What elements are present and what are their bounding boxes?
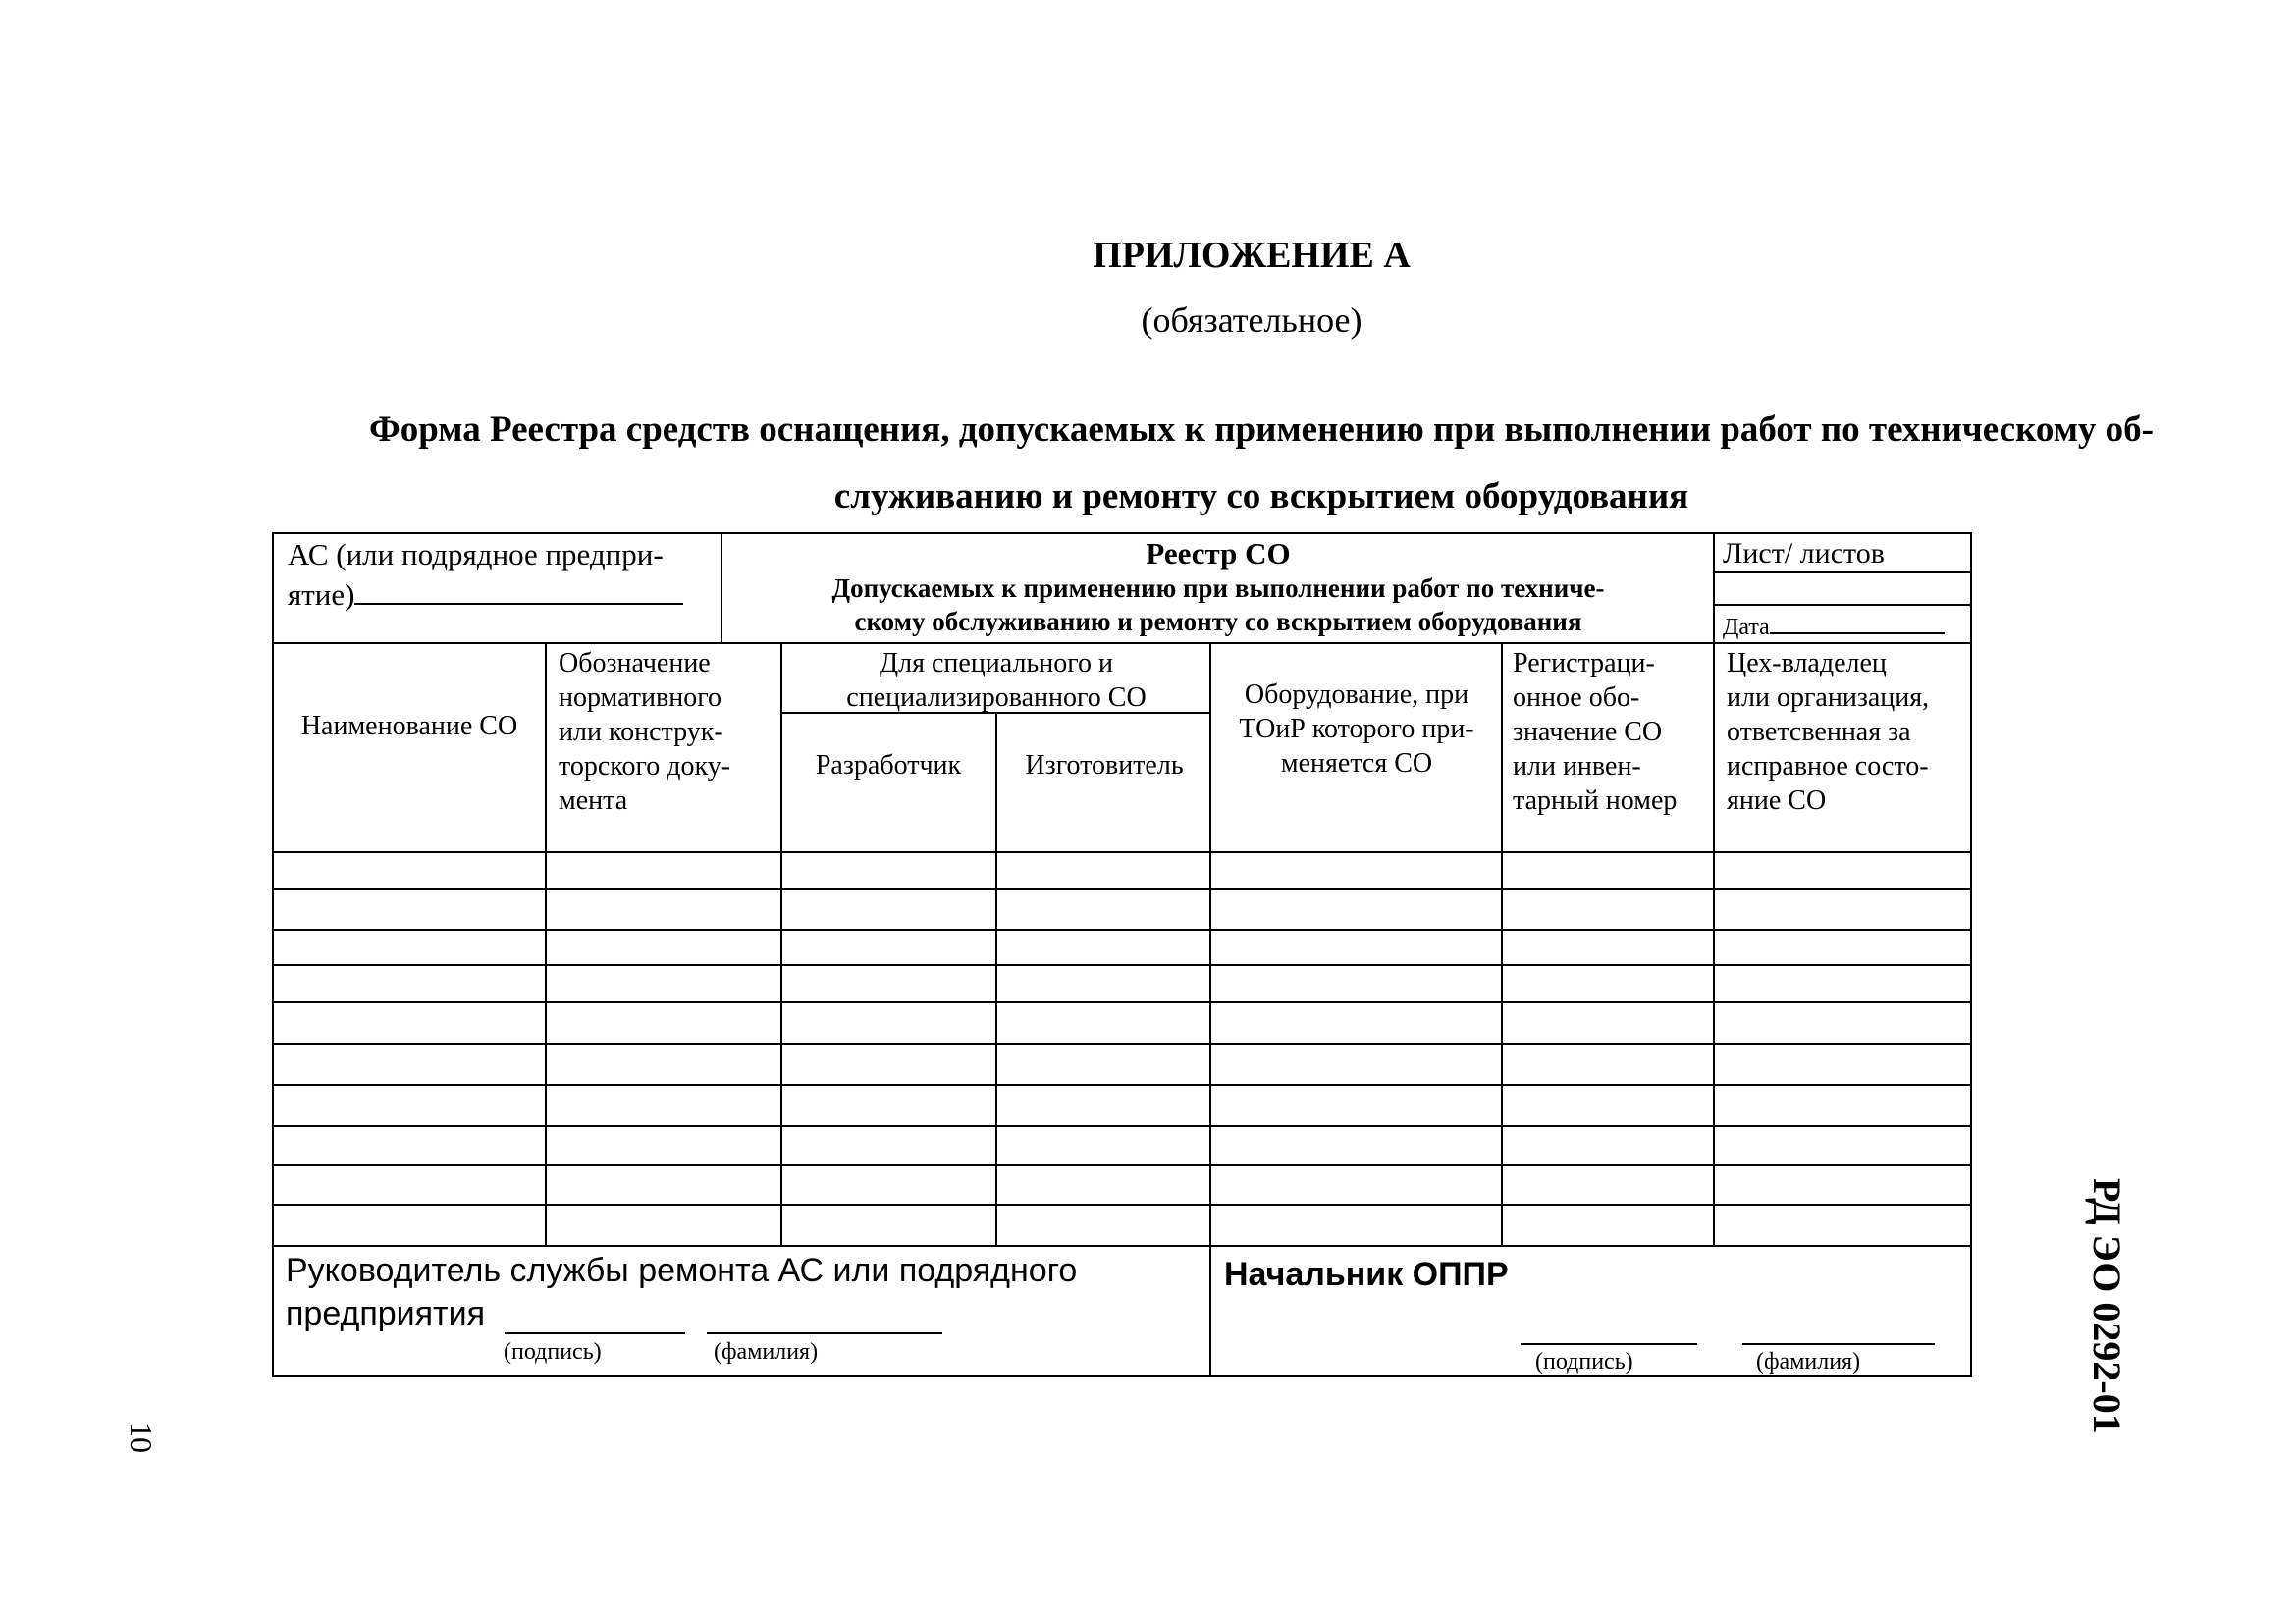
registry-desc-line2: скому обслуживанию и ремонту со вскрытием оборудования bbox=[854, 607, 1582, 636]
col-owner-line: исправное состо- bbox=[1727, 751, 1929, 782]
table-line bbox=[1713, 571, 1972, 573]
table-line bbox=[272, 642, 1972, 644]
col-name: Наименование СО bbox=[300, 711, 518, 741]
table-line bbox=[272, 1164, 1972, 1166]
col-equipment-line: ТОиР которого при- bbox=[1239, 714, 1474, 744]
col-designation-line: мента bbox=[559, 785, 628, 816]
register-table bbox=[272, 532, 1972, 1377]
registry-description bbox=[723, 571, 1713, 638]
col-registration-line: или инвен- bbox=[1513, 751, 1641, 782]
footer-left bbox=[286, 1249, 1199, 1335]
footer-left-surname-label: (фамилия) bbox=[714, 1339, 819, 1365]
footer-left-signature-label: (подпись) bbox=[504, 1339, 602, 1365]
col-owner-line: яние СО bbox=[1727, 785, 1827, 816]
col-designation bbox=[559, 646, 780, 818]
col-registration bbox=[1513, 646, 1713, 818]
document-code: РД ЭО 0292-01 bbox=[2085, 1178, 2129, 1433]
date-cell bbox=[1723, 607, 1968, 642]
footer-right-title: Начальник ОППР bbox=[1224, 1256, 1509, 1293]
page-heading: ПРИЛОЖЕНИЕ А bbox=[1093, 235, 1411, 276]
table-line bbox=[1713, 532, 1715, 1245]
col-registration-line: Регистраци- bbox=[1513, 648, 1655, 678]
table-line bbox=[995, 712, 997, 1245]
form-title bbox=[255, 397, 2268, 530]
table-line bbox=[1501, 642, 1503, 1245]
table-line bbox=[272, 1125, 1972, 1127]
form-title-line-2: служиванию и ремонту со вскрытием оборудования bbox=[833, 476, 1689, 516]
col-owner-line: или организация, bbox=[1727, 682, 1930, 713]
col-owner bbox=[1727, 646, 1970, 818]
col-developer: Разработчик bbox=[815, 750, 962, 781]
col-registration-line: онное обо- bbox=[1513, 682, 1640, 713]
footer-left-line2: предприятия bbox=[286, 1295, 486, 1332]
col-manufacturer: Изготовитель bbox=[1025, 750, 1184, 781]
form-title-line-1: Форма Реестра средств оснащения, допускаемых к применению при выполнении работ по техническому об- bbox=[369, 409, 2154, 450]
table-line bbox=[272, 929, 1972, 931]
org-cell bbox=[288, 536, 710, 614]
table-line bbox=[272, 1245, 1972, 1247]
footer-left-line1: Руководитель службы ремонта АС или подрядного bbox=[286, 1252, 1078, 1289]
col-designation-line: нормативного bbox=[559, 682, 722, 713]
table-line bbox=[272, 888, 1972, 890]
date-label: Дата bbox=[1723, 615, 1770, 640]
col-registration-line: значение СО bbox=[1513, 717, 1663, 747]
footer-right-signature-label: (подпись) bbox=[1535, 1349, 1633, 1375]
col-registration-line: тарный номер bbox=[1513, 785, 1678, 816]
table-line bbox=[272, 1043, 1972, 1045]
sheet-label: Лист/ листов bbox=[1723, 537, 1885, 569]
page-number: 10 bbox=[124, 1422, 159, 1453]
table-line bbox=[272, 1375, 1972, 1377]
table-line bbox=[545, 642, 547, 1245]
col-designation-line: или конструк- bbox=[559, 717, 723, 747]
col-equipment bbox=[1212, 677, 1501, 781]
org-label-line1: АС (или подрядное предпри- bbox=[288, 537, 664, 571]
org-fill-line bbox=[354, 573, 683, 605]
table-line bbox=[272, 1204, 1972, 1206]
surname-fill-line bbox=[707, 1332, 942, 1334]
org-label-line2: ятие) bbox=[288, 573, 710, 614]
col-special-line: специализированного СО bbox=[846, 682, 1147, 713]
table-line bbox=[272, 532, 1972, 534]
col-designation-line: Обозначение bbox=[559, 648, 711, 678]
registry-title: Реестр СО bbox=[1146, 536, 1291, 570]
footer-right-surname-label: (фамилия) bbox=[1756, 1349, 1861, 1375]
col-owner-line: Цех-владелец bbox=[1727, 648, 1887, 678]
page-subheading: (обязательное) bbox=[1141, 300, 1362, 340]
table-line bbox=[1713, 604, 1972, 606]
table-line bbox=[721, 532, 722, 642]
table-line bbox=[272, 851, 1972, 853]
table-line bbox=[272, 1084, 1972, 1086]
signature-fill-line bbox=[505, 1332, 685, 1334]
date-fill-line bbox=[1770, 607, 1945, 634]
col-equipment-line: Оборудование, при bbox=[1244, 679, 1469, 710]
table-line bbox=[272, 964, 1972, 966]
col-equipment-line: меняется СО bbox=[1280, 748, 1433, 779]
registry-desc-line1: Допускаемых к применению при выполнении работ по техниче- bbox=[831, 573, 1605, 603]
col-special-group bbox=[782, 646, 1210, 715]
table-line bbox=[272, 532, 274, 1377]
col-owner-line: ответсвенная за bbox=[1727, 717, 1911, 747]
table-line bbox=[780, 642, 782, 1245]
col-designation-line: торского доку- bbox=[559, 751, 731, 782]
table-line bbox=[1970, 532, 1972, 1377]
col-special-line: Для специального и bbox=[880, 648, 1113, 678]
table-line bbox=[272, 1001, 1972, 1003]
